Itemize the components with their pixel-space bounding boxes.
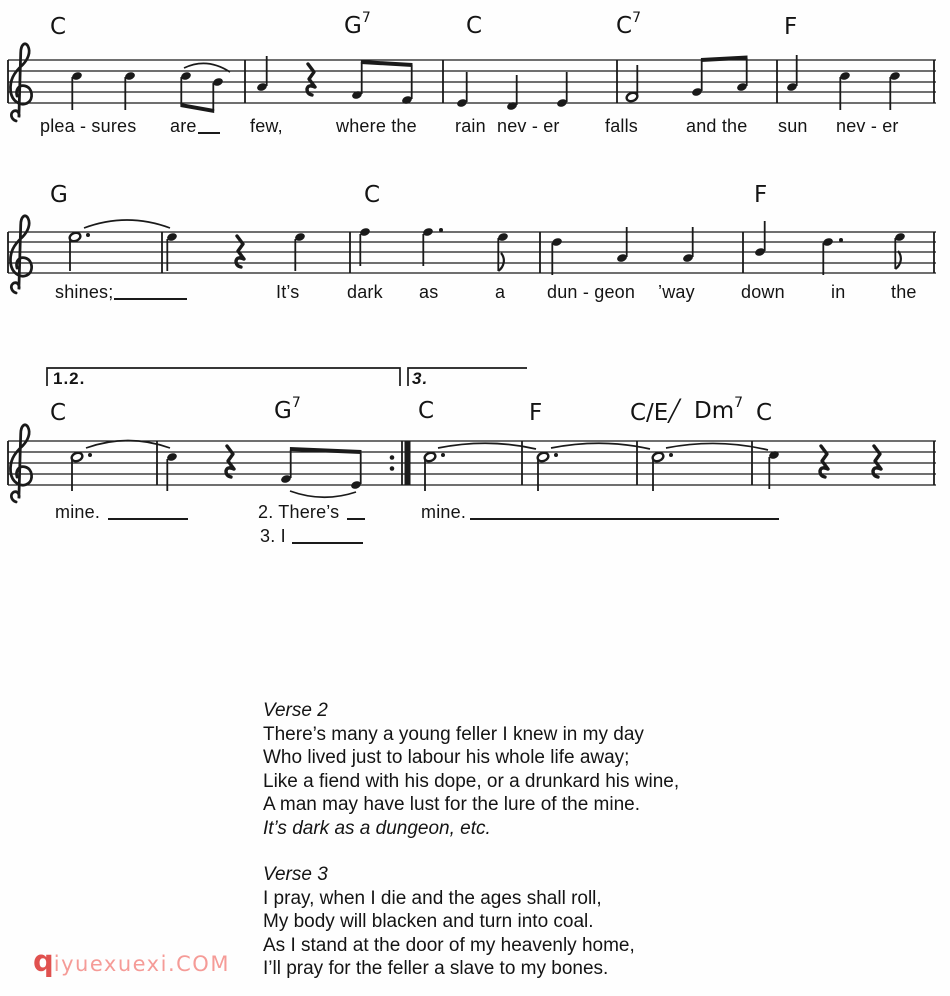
chord-symbol: $G^7$: [344, 10, 371, 39]
lyric-syllable: 3. I: [260, 526, 286, 546]
lyric-syllable: down: [741, 282, 785, 302]
verse-3-block: [263, 863, 635, 981]
chord-symbol: $G^7$: [274, 395, 301, 424]
chord-slash: ╱: [668, 399, 681, 423]
lyric-syllable: as: [419, 282, 439, 302]
verse-title: Verse 3: [263, 864, 328, 885]
lyric-syllable: a: [495, 282, 506, 302]
lyric-syllable: where the: [336, 116, 417, 136]
verse-refrain: It’s dark as a dungeon, etc.: [263, 817, 491, 839]
volta-label-3: 3.: [412, 369, 429, 388]
chord-symbol: C/E: [630, 400, 669, 426]
lyric-syllable: shines;: [55, 282, 114, 302]
chord-symbol: F: [529, 400, 543, 426]
verse-line: I’ll pray for the feller a slave to my bones.: [263, 958, 609, 979]
lyric-syllable: and the: [686, 116, 748, 136]
system-2-staff: [8, 216, 936, 293]
treble-clef-icon: [10, 216, 31, 293]
lyric-syllable: dark: [347, 282, 383, 302]
lyric-syllable: mine.: [55, 502, 101, 522]
chord-symbol: Dm$^7$: [694, 395, 744, 424]
verse-line: As I stand at the door of my heavenly home,: [263, 934, 635, 956]
chord-symbol: F: [784, 14, 798, 40]
lyric-syllable: It’s: [276, 282, 300, 302]
verse-line: I pray, when I die and the ages shall roll,: [263, 887, 602, 909]
lyric-syllable: nev - er: [836, 116, 899, 136]
lyric-syllable: the: [891, 282, 917, 302]
lyric-extender-line: [292, 542, 363, 544]
verse-title: Verse 2: [263, 700, 328, 721]
lyric-syllable: dun - geon: [547, 282, 636, 302]
lyric-syllable: in: [831, 282, 846, 302]
lyric-syllable: plea - sures: [40, 116, 137, 136]
chord-symbol: F: [754, 182, 768, 208]
lyric-extender-line: [198, 132, 220, 134]
lyric-syllable: mine.: [421, 502, 467, 522]
lyric-syllable: 2. There’s: [258, 502, 340, 522]
lyric-extender-line: [470, 518, 779, 520]
verse-line: Like a fiend with his dope, or a drunkard his wine,: [263, 770, 680, 792]
watermark-suffix: COM: [176, 952, 230, 976]
chord-symbol: C: [50, 400, 67, 426]
lyric-syllable: are: [170, 116, 197, 136]
lyric-extender-line: [108, 518, 188, 520]
lyric-syllable: rain: [455, 116, 486, 136]
lyric-syllable: few,: [250, 116, 283, 136]
watermark-lead: q: [33, 944, 54, 978]
lyric-syllable: falls: [605, 116, 639, 136]
verse-line: There’s many a young feller I knew in my day: [263, 723, 644, 745]
lyric-extender-line: [347, 518, 365, 520]
repeat-dot: [390, 466, 395, 471]
verse-line: A man may have lust for the lure of the mine.: [263, 794, 641, 815]
chord-symbol: C: [418, 398, 435, 424]
volta-label-1-2: 1.2.: [53, 369, 86, 388]
chord-symbol: $C^7$: [616, 10, 641, 39]
volta-bracket-1-2: [47, 368, 400, 386]
verse-line: Who lived just to labour his whole life away;: [263, 747, 630, 768]
chord-symbol: C: [50, 14, 67, 40]
lyric-syllable: ’way: [658, 282, 695, 302]
chord-symbol: C: [756, 400, 773, 426]
verse-2-block: [263, 699, 679, 840]
watermark-rest: iyuexuexi.: [53, 952, 177, 976]
lyric-syllable: sun: [778, 116, 808, 136]
chord-symbol: C: [466, 13, 483, 39]
lyric-syllable: nev - er: [497, 116, 560, 136]
watermark: [33, 944, 230, 978]
verse-line: My body will blacken and turn into coal.: [263, 911, 594, 932]
chord-symbol: G: [50, 182, 68, 208]
system-3-notes: [70, 441, 881, 498]
system-3-staff: [8, 368, 936, 502]
chord-symbol: C: [364, 182, 381, 208]
repeat-dot: [390, 455, 395, 460]
lyric-extender-line: [114, 298, 187, 300]
system-2-notes: [68, 220, 905, 275]
